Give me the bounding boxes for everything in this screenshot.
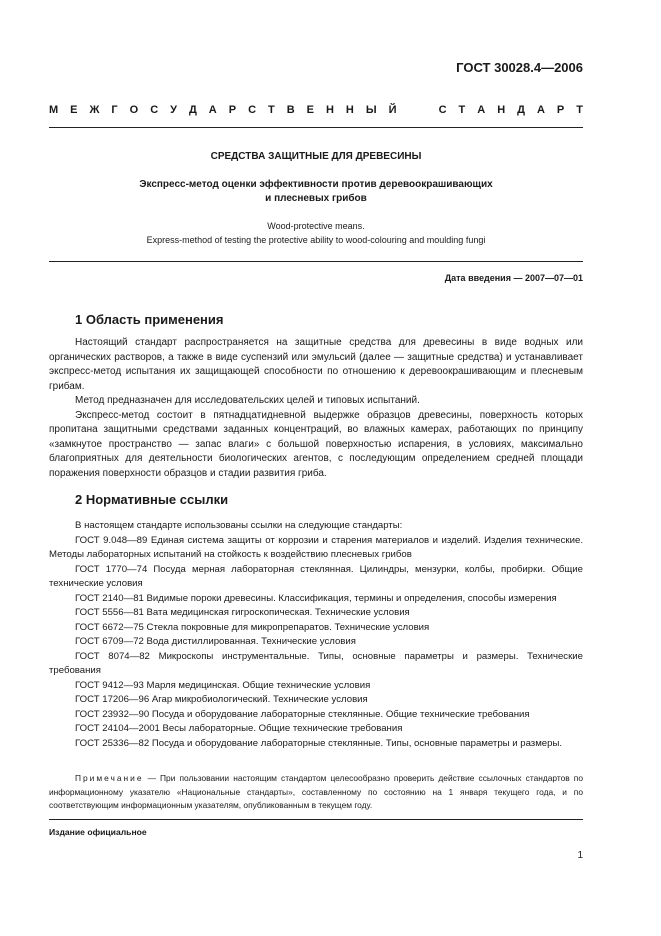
reference-item: ГОСТ 8074—82 Микроскопы инструментальные. Типы, основные параметры и размеры. Технические требования <box>49 650 583 676</box>
banner-letter: Ж <box>89 104 100 116</box>
introduction-date: Дата введения — 2007—07—01 <box>444 273 583 283</box>
banner-letter: О <box>129 104 139 116</box>
banner-letter: Н <box>497 104 506 116</box>
banner-gap <box>409 104 412 116</box>
banner-letter: Т <box>458 104 466 116</box>
edition-label: Издание официальное <box>49 827 147 837</box>
reference-item: ГОСТ 9.048—89 Единая система защиты от коррозии и старения материалов и изделий. Изделия технические. Методы лабораторных испытаний на стойкость к воздействию плесневых грибов <box>49 534 583 560</box>
reference-item: ГОСТ 23932—90 Посуда и оборудование лабораторные стеклянные. Общие технические требования <box>75 708 530 720</box>
banner-letter: А <box>536 104 545 116</box>
reference-item: ГОСТ 24104—2001 Весы лабораторные. Общие технические требования <box>75 723 403 734</box>
standard-title: СРЕДСТВА ЗАЩИТНЫЕ ДЛЯ ДРЕВЕСИНЫ <box>210 151 422 162</box>
subtitle-line-2: и плесневых грибов <box>265 193 367 204</box>
section-1-paragraph-1: Настоящий стандарт распространяется на защитные средства для древесины в виде водных или органических растворов, а также в виде суспензий или эмульсий (далее — защитные средства) и устанавливает экспресс-метод испытания их защищающей способности по отношению к деревоокрашивающим и плесневым грибам. <box>49 337 583 392</box>
banner-letter: У <box>170 104 177 116</box>
banner-letter: Н <box>345 104 354 116</box>
banner-letter: Ы <box>365 104 377 116</box>
reference-item: ГОСТ 9412—93 Марля медицинская. Общие технические условия <box>75 679 371 691</box>
banner-letter: В <box>286 104 295 116</box>
banner-letter: Й <box>388 104 397 116</box>
reference-item: ГОСТ 25336—82 Посуда и оборудование лабораторные стеклянные. Типы, основные параметры и размеры. <box>75 737 563 749</box>
footer-divider <box>49 819 583 820</box>
banner-letter: Р <box>228 104 237 116</box>
reference-item: ГОСТ 6672—75 Стекла покровные для микропрепаратов. Технические условия <box>75 621 430 633</box>
english-title-line-2: Express-method of testing the protective ability to wood-colouring and moulding fungi <box>146 235 486 245</box>
banner-letter: Т <box>576 104 583 116</box>
banner-letter: Е <box>70 104 78 116</box>
section-1-heading: 1 Область применения <box>75 312 224 327</box>
banner-letter: С <box>150 104 159 116</box>
reference-item: ГОСТ 1770—74 Посуда мерная лабораторная стеклянная. Цилиндры, мензурки, колбы, пробирки. Общие технические условия <box>49 563 583 589</box>
gost-number: ГОСТ 30028.4—2006 <box>456 60 583 75</box>
note-label: Примечание <box>75 773 144 783</box>
page-number: 1 <box>577 850 583 861</box>
english-title <box>49 219 583 247</box>
banner-letter: Е <box>306 104 314 116</box>
top-divider <box>49 127 583 128</box>
section-1-paragraph-2: Метод предназначен для исследовательских целей и типовых испытаний. <box>75 395 420 406</box>
banner-letter: Н <box>325 104 334 116</box>
banner-letter: С <box>438 104 447 116</box>
section-1-paragraph-3: Экспресс-метод состоит в пятнадцатидневной выдержке образцов древесины, поверхность которых пропитана защитными средствами заданных концентраций, во влажных камерах, работающих по принципу «замкнутое пространство — запас влаги» с большой поверхностью испарения, в условиях, максимально благоприятных для деятельности биологических агентов, с последующим определением средней площади поражения поверхности образцов и стадии развития гриба. <box>49 409 583 479</box>
banner-letter: А <box>208 104 217 116</box>
section-2-heading: 2 Нормативные ссылки <box>75 492 229 507</box>
section-1-body <box>49 336 583 481</box>
english-title-line-1: Wood-protective means. <box>267 221 365 231</box>
note-text: — При пользовании настоящим стандартом целесообразно проверить действие ссылочных стандартов по информационному указателю «Национальные стандарты», составленному по состоянию на 1 января текущего года, и по соответствующим информационным указателям, опубликованным в текущем году. <box>49 773 583 810</box>
banner-letter: А <box>477 104 486 116</box>
subtitle-line-1: Экспресс-метод оценки эффективности против деревоокрашивающих <box>139 179 493 190</box>
references-intro: В настоящем стандарте использованы ссылки на следующие стандарты: <box>75 520 403 531</box>
standard-subtitle <box>49 178 583 206</box>
banner-gap <box>424 104 427 116</box>
banner-letter: Д <box>517 104 525 116</box>
banner-letter: С <box>248 104 257 116</box>
reference-item: ГОСТ 6709—72 Вода дистиллированная. Технические условия <box>75 636 356 647</box>
note-block <box>49 772 583 813</box>
interstate-standard-banner <box>49 104 583 116</box>
banner-letter: Р <box>556 104 565 116</box>
banner-letter: Т <box>268 104 275 116</box>
banner-letter: Г <box>111 104 118 116</box>
normative-references <box>49 519 583 751</box>
middle-divider <box>49 261 583 262</box>
reference-item: ГОСТ 17206—96 Агар микробиологический. Технические условия <box>75 694 368 705</box>
banner-letter: М <box>49 104 59 116</box>
banner-letter: Д <box>188 104 197 116</box>
reference-item: ГОСТ 2140—81 Видимые пороки древесины. Классификация, термины и определения, способы измерения <box>75 592 557 604</box>
reference-item: ГОСТ 5556—81 Вата медицинская гигроскопическая. Технические условия <box>75 607 410 618</box>
